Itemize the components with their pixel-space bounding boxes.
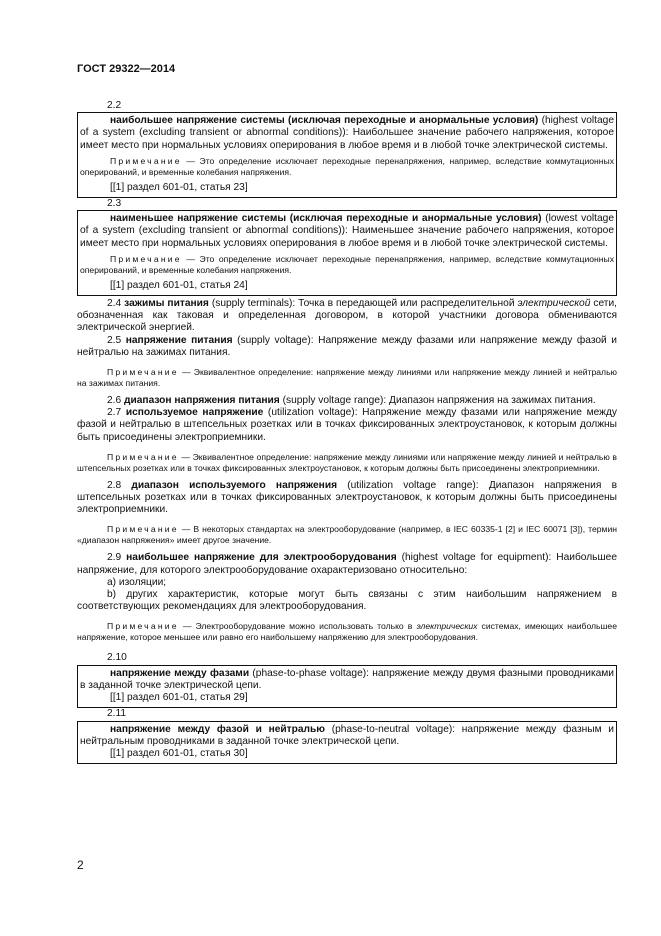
definition-text-2-7: (utilization voltage): Напряжение между фазами или напряжение между фазой и нейтралью в штепсельных розетках или в точках фиксированных электроустановок, к которым должны быть присоединены электроприемники. (77, 407, 617, 443)
note-text: — Эквивалентное определение: напряжение между линиями или напряжение между линией и нейтралью на зажимах питания. (77, 367, 617, 389)
definition-2-8 (77, 480, 617, 517)
definition-2-3 (80, 213, 614, 250)
definition-2-9 (77, 552, 617, 576)
section-number-2-9: 2.9 (107, 552, 122, 564)
document-header: ГОСТ 29322—2014 (77, 63, 176, 75)
definition-text-2-11: (phase-to-neutral voltage): напряжение между фазным и нейтральным проводниками в заданной точке электрической цепи. (80, 723, 614, 747)
term-2-9: наибольшее напряжение для электрооборудования (126, 552, 397, 564)
section-number-2-2: 2.2 (107, 100, 122, 111)
note-label: Примечание (107, 451, 179, 462)
list-item-a: а) изоляции; (107, 576, 167, 588)
note-2-9 (77, 621, 617, 643)
note-2-2 (80, 156, 614, 178)
term-2-4: зажимы питания (124, 298, 209, 310)
note-label: Примечание (107, 367, 179, 378)
note-2-7 (77, 452, 617, 474)
term-2-6: диапазон напряжения питания (124, 395, 280, 407)
definition-text-2-6: (supply voltage range): Диапазон напряжения на зажимах питания. (279, 395, 596, 407)
section-number-2-11: 2.11 (107, 708, 127, 720)
definition-text-2-10: (phase-to-phase voltage): напряжение между двумя фазными проводниками в заданной точке электрической цепи. (80, 667, 614, 691)
note-2-8 (77, 524, 617, 546)
definition-2-6 (77, 395, 617, 407)
note-text: — Эквивалентное определение: напряжение между линиями или напряжение между линией и нейтралью в штепсельных розетках или в точках фиксированных электроустановок, к которым должны быть присоединены электроприемники. (77, 451, 617, 473)
note-2-3 (80, 254, 614, 276)
definition-text-2-4a: (supply terminals): Точка в передающей или распределительной (208, 298, 518, 310)
page-number: 2 (77, 858, 84, 872)
term-2-11: напряжение между фазой и нейтралью (110, 723, 325, 735)
term-2-10: напряжение между фазами (110, 667, 250, 679)
definition-2-2 (80, 115, 614, 152)
definition-italic-2-4: электрической (517, 298, 591, 310)
term-box-2-10 (77, 665, 617, 709)
section-number-2-5: 2.5 (107, 334, 122, 346)
note-text-b: системах, имеющих наибольшее напряжение, которое меньшее или равно его наибольшему напряжению для электрооборудования. (77, 621, 617, 643)
definition-text-2-3: (lowest voltage of a system (excluding transient or abnormal conditions)): Наименьшее значение рабочего напряжения, которое имеет место при нормальных условиях оперирования в любое время и в любой точке электрической системы. (80, 213, 615, 249)
note-label: Примечание (107, 524, 179, 535)
note-text: — Это определение исключает переходные перенапряжения, например, вследствие коммутационных оперирований, и временные колебания напряжения. (80, 253, 614, 275)
term-2-2: наибольшее напряжение системы (исключая переходные и анормальные условия) (110, 115, 539, 127)
term-2-8: диапазон используемого напряжения (131, 479, 338, 491)
definition-2-4 (77, 298, 617, 335)
definition-text-2-9: (highest voltage for equipment): Наибольшее напряжение, для которого электрооборудование охарактеризовано относительно: (77, 552, 617, 576)
definition-2-10 (80, 668, 614, 692)
page-content (77, 100, 617, 764)
note-italic: электрических (416, 621, 478, 632)
note-text: — Это определение исключает переходные перенапряжения, например, вследствие коммутационных оперирований, и временные колебания напряжения. (80, 155, 614, 177)
note-label: Примечание (110, 253, 182, 264)
note-text-a: — Электрооборудование можно использовать только в (178, 621, 417, 632)
definition-2-5 (77, 335, 617, 359)
note-label: Примечание (107, 621, 179, 632)
reference-2-10: [[1] раздел 601-01, статья 29] (110, 692, 248, 704)
definition-2-7 (77, 407, 617, 444)
section-number-2-4: 2.4 (107, 298, 122, 310)
reference-2-11: [[1] раздел 601-01, статья 30] (110, 747, 248, 759)
note-label: Примечание (110, 155, 182, 166)
term-box-2-2 (77, 112, 617, 198)
term-box-2-11 (77, 721, 617, 765)
definition-text-2-4b: сети, обозначенная как таковая и определенная договором, в которой участники договора обмениваются электрической энергией. (77, 298, 617, 334)
definition-text-2-5: (supply voltage): Напряжение между фазами или напряжение между фазой и нейтралью на зажимах питания. (77, 334, 617, 358)
list-item-b: b) других характеристик, которые могут быть связаны с этим наибольшим напряжением в соответствующих рекомендациях для электрооборудования. (77, 589, 617, 613)
term-box-2-3 (77, 210, 617, 296)
definition-text-2-8: (utilization voltage range): Диапазон напряжения в штепсельных розетках или в точках фиксированных электроустановок, к которым должны быть присоединены электроприемники. (77, 479, 617, 516)
note-2-5 (77, 367, 617, 389)
reference-2-2: [[1] раздел 601-01, статья 23] (110, 181, 248, 193)
section-number-2-8: 2.8 (107, 479, 122, 491)
section-number-2-3: 2.3 (107, 198, 122, 210)
reference-2-3: [[1] раздел 601-01, статья 24] (110, 279, 248, 291)
note-text: — В некоторых стандартах на электрооборудование (например, в IEC 60335-1 [2] и IEC 60071 [3]), термин «диапазон напряжения» имеет другое значение. (77, 524, 617, 546)
section-number-2-7: 2.7 (107, 407, 122, 419)
section-number-2-10: 2.10 (107, 652, 127, 664)
term-2-7: используемое напряжение (125, 407, 264, 419)
term-2-3: наименьшее напряжение системы (исключая переходные и анормальные условия) (110, 213, 542, 225)
definition-2-11 (80, 724, 614, 748)
definition-text-2-2: (highest voltage of a system (excluding transient or abnormal conditions)): Наибольшее значение рабочего напряжения, которое имеет место при нормальных условиях оперирования в любое время и в любой точке электрической системы. (80, 115, 614, 151)
section-number-2-6: 2.6 (107, 395, 122, 407)
term-2-5: напряжение питания (125, 334, 233, 346)
